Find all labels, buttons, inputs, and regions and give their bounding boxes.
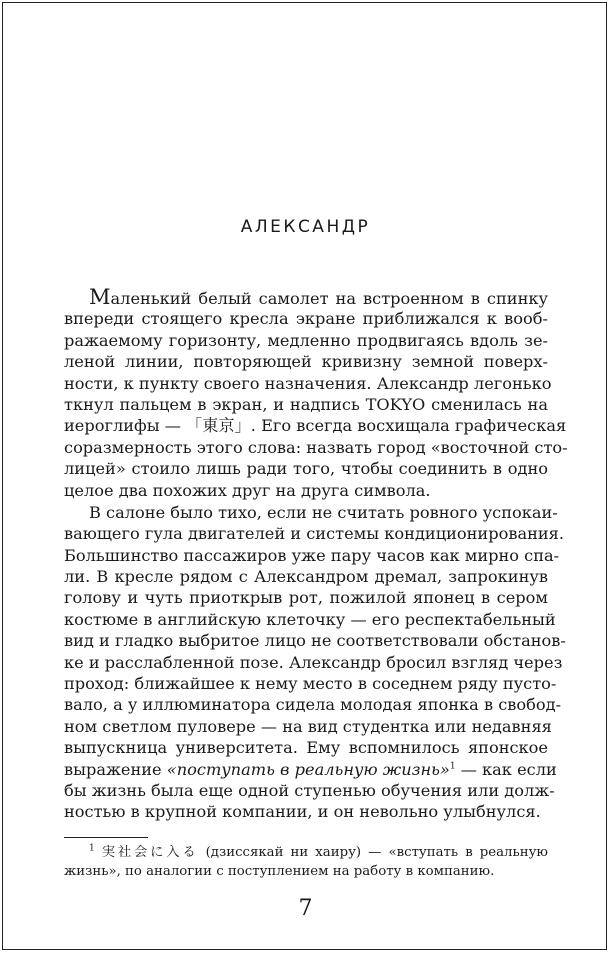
text-line <box>64 545 560 566</box>
text-line <box>64 415 567 436</box>
text-segment: ностью в крупной компании, и он невольно улыбнулся. <box>64 802 541 822</box>
text-line <box>64 759 557 780</box>
text-segment: проход: ближайшее к нему место в соседнем ряду пусто- <box>64 674 557 694</box>
text-segment: иероглифы — 「東京」. Его всегда восхищала графическая <box>64 416 567 436</box>
text-segment: целое два похожих друг на друга символа. <box>64 480 431 500</box>
text-line <box>64 716 552 737</box>
text-segment: жизнь», по аналогии с поступлением на работу в компанию. <box>64 864 495 879</box>
text-line <box>64 502 558 523</box>
text-line <box>64 394 548 415</box>
text-segment: лицей» стоило лишь ради того, чтобы соединить в одно <box>64 459 548 479</box>
text-segment: леной линии, повторяющей кривизну земной поверх- <box>64 352 548 372</box>
paragraph <box>64 502 566 823</box>
text-line <box>64 458 548 479</box>
footnote-separator <box>64 837 148 838</box>
text-segment: ражаемому горизонту, медленно продвигаясь вдоль зе- <box>64 330 548 350</box>
italic-text: «поступать в реальную жизнь» <box>166 759 450 779</box>
text-line <box>64 437 568 458</box>
chapter-title: АЛЕКСАНДР <box>240 217 371 237</box>
text-line <box>64 737 548 758</box>
text-segment: соразмерность этого слова: назвать город «восточной сто- <box>64 437 568 457</box>
text-line <box>64 287 548 308</box>
footnote <box>64 843 548 881</box>
text-line <box>64 673 557 694</box>
text-line <box>64 330 548 351</box>
text-segment: впереди стоящего кресла экране приближался к вооб- <box>64 309 548 329</box>
text-segment: — как если <box>455 759 557 779</box>
text-segment: аленький белый самолет на встроенном в спинку <box>110 289 548 308</box>
text-line <box>64 630 566 651</box>
text-segment: костюме в английскую клеточку — его респектабельный <box>64 609 556 629</box>
text-segment: вающего гула двигателей и системы кондиционирования. <box>64 524 565 544</box>
text-segment: бы жизнь была еще одной ступенью обучения или долж- <box>64 780 555 800</box>
text-line <box>64 780 555 801</box>
text-line <box>64 862 548 881</box>
paragraph <box>64 285 568 501</box>
text-segment: 実社会に入る (дзиссякай ни хаиру) — «вступать в реальную <box>94 845 548 860</box>
page-number: 7 <box>298 896 313 921</box>
text-segment: вид и гладко выбритое лицо не соответствовали обстанов- <box>64 631 566 651</box>
text-line <box>64 587 548 608</box>
text-line <box>64 609 556 630</box>
footnote-marker: 1 <box>449 761 456 772</box>
text-segment: Большинство пассажиров уже пару часов как мирно спа- <box>64 545 560 565</box>
text-segment: голову и чуть приоткрыв рот, пожилой японец в сером <box>64 588 548 608</box>
text-line <box>64 801 548 822</box>
text-line <box>64 373 552 394</box>
text-line <box>64 351 548 372</box>
text-segment: выпускница университета. Ему вспомнилось японское <box>64 738 548 758</box>
text-line <box>64 523 565 544</box>
text-line <box>64 308 548 329</box>
text-segment: вало, а у иллюминатора сидела молодая японка в свобод- <box>64 695 562 715</box>
text-segment: ткнул пальцем в экран, и надпись TOKYO сменилась на <box>64 394 548 414</box>
text-segment: ли. В кресле рядом с Александром дремал, запрокинув <box>64 567 548 587</box>
text-segment: ном светлом пуловере — на вид студентка или недавняя <box>64 716 552 736</box>
text-segment: выражение <box>64 759 167 779</box>
footnote-marker: 1 <box>89 843 95 854</box>
text-line <box>64 843 548 862</box>
text-line <box>64 652 563 673</box>
text-line <box>64 694 562 715</box>
text-line <box>64 480 548 501</box>
text-segment: ке и расслабленной позе. Александр бросил взгляд через <box>64 652 563 672</box>
text-segment: М <box>89 285 111 309</box>
text-segment: В салоне было тихо, если не считать ровного успокаи- <box>89 502 558 522</box>
body-text <box>64 285 568 823</box>
text-segment: ности, к пункту своего назначения. Александр легонько <box>64 373 552 393</box>
text-line <box>64 566 548 587</box>
